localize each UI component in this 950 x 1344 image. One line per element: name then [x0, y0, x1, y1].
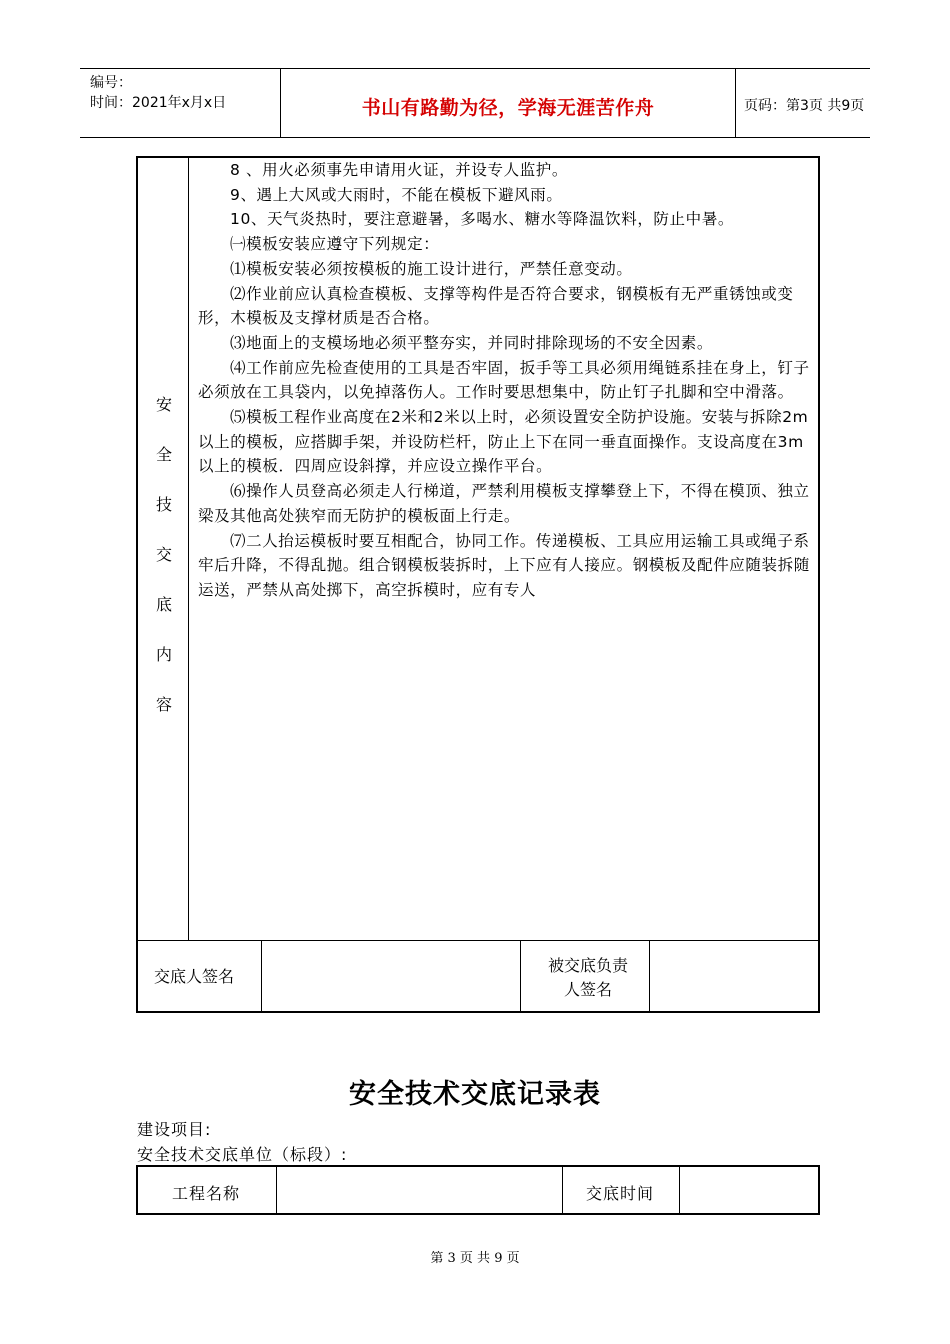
record-table: [136, 1165, 820, 1215]
unit-label: 安全技术交底单位（标段）:: [137, 1145, 348, 1164]
signature-row-divider: [138, 940, 818, 941]
paragraph: ⑴模板安装必须按模板的施工设计进行，严禁任意变动。: [230, 259, 633, 278]
record-divider-2: [562, 1167, 563, 1213]
sig-divider-2: [520, 940, 521, 1011]
header-right-cell: [736, 69, 870, 137]
paragraph: ⑵作业前应认真检查模板、支撑等构件是否符合要求，钢模板有无严重锈蚀或变形，木模板及支撑材质是否合格。: [198, 284, 794, 328]
paragraph: 10、天气炎热时，要注意避暑，多喝水、糖水等降温饮料，防止中暑。: [230, 210, 734, 229]
side-char: 容: [155, 695, 172, 714]
receiver-label-line2: 人签名: [563, 980, 612, 999]
paragraph: 8 、用火必须事先申请用火证，并设专人监护。: [230, 161, 568, 179]
side-divider: [188, 158, 189, 940]
paragraph: ㈠模板安装应遵守下列规定：: [230, 235, 440, 254]
receiver-label: [530, 954, 646, 1002]
receiver-label-line1: 被交底负责: [547, 956, 628, 975]
sig-divider-1: [261, 940, 262, 1011]
time-label: 时间：2021年x月x日: [90, 95, 227, 111]
sig-divider-3: [649, 940, 650, 1011]
project-label: 建设项目:: [137, 1120, 212, 1139]
paragraph: ⑶地面上的支模场地必须平整夯实，并同时排除现场的不安全因素。: [230, 333, 714, 352]
header-left-cell: [80, 69, 280, 137]
paragraph: ⑸模板工程作业高度在2米和2米以上时，必须设置安全防护设施。安装与拆除2m以上的模板，应搭脚手架，并设防栏杆，防止上下在同一垂直面操作。支设高度在3m以上的模板．四周应设斜撑，并应设立操作平台。: [198, 408, 809, 476]
side-char: 内: [155, 645, 172, 664]
side-char: 底: [155, 595, 172, 614]
page-footer: 第 3 页 共 9 页: [430, 1251, 520, 1266]
safety-content-table: [136, 156, 820, 1013]
paragraph: ⑹操作人员登高必须走人行梯道，严禁利用模板支撑攀登上下，不得在模顶、独立梁及其他高处狭窄而无防护的模板面上行走。: [198, 482, 810, 525]
project-name-label: 工程名称: [172, 1184, 241, 1203]
number-label: 编号：: [90, 75, 132, 91]
side-char: 安: [155, 395, 172, 414]
form-title: 安全技术交底记录表: [349, 1079, 601, 1110]
record-divider-3: [679, 1167, 680, 1213]
motto: 书山有路勤为径，学海无涯苦作舟: [361, 97, 655, 119]
paragraph: ⑺二人抬运模板时要互相配合，协同工作。传递模板、工具应用运输工具或绳子系牢后升降，不得乱抛。组合钢模板装拆时，上下应有人接应。钢模板及配件应随装拆随运送，严禁从高处掷下，高空拆模时，应有专人: [198, 531, 810, 599]
paragraph: ⑷工作前应先检查使用的工具是否牢固，扳手等工具必须用绳链系挂在身上，钉子必须放在工具袋内，以免掉落伤人。工作时要思想集中，防止钉子扎脚和空中滑落。: [198, 358, 810, 402]
signer-label: 交底人签名: [154, 967, 235, 986]
content-text: [198, 158, 816, 603]
header-center-cell: [280, 69, 736, 137]
paragraph: 9、遇上大风或大雨时，不能在模板下避风雨。: [230, 185, 563, 204]
record-divider-1: [276, 1167, 277, 1213]
side-char: 交: [155, 545, 172, 564]
side-char: 全: [155, 445, 172, 464]
handover-time-label: 交底时间: [586, 1184, 655, 1203]
page-label: 页码：第3页 共9页: [744, 98, 865, 114]
side-char: 技: [155, 495, 172, 514]
page-header: [80, 68, 870, 138]
